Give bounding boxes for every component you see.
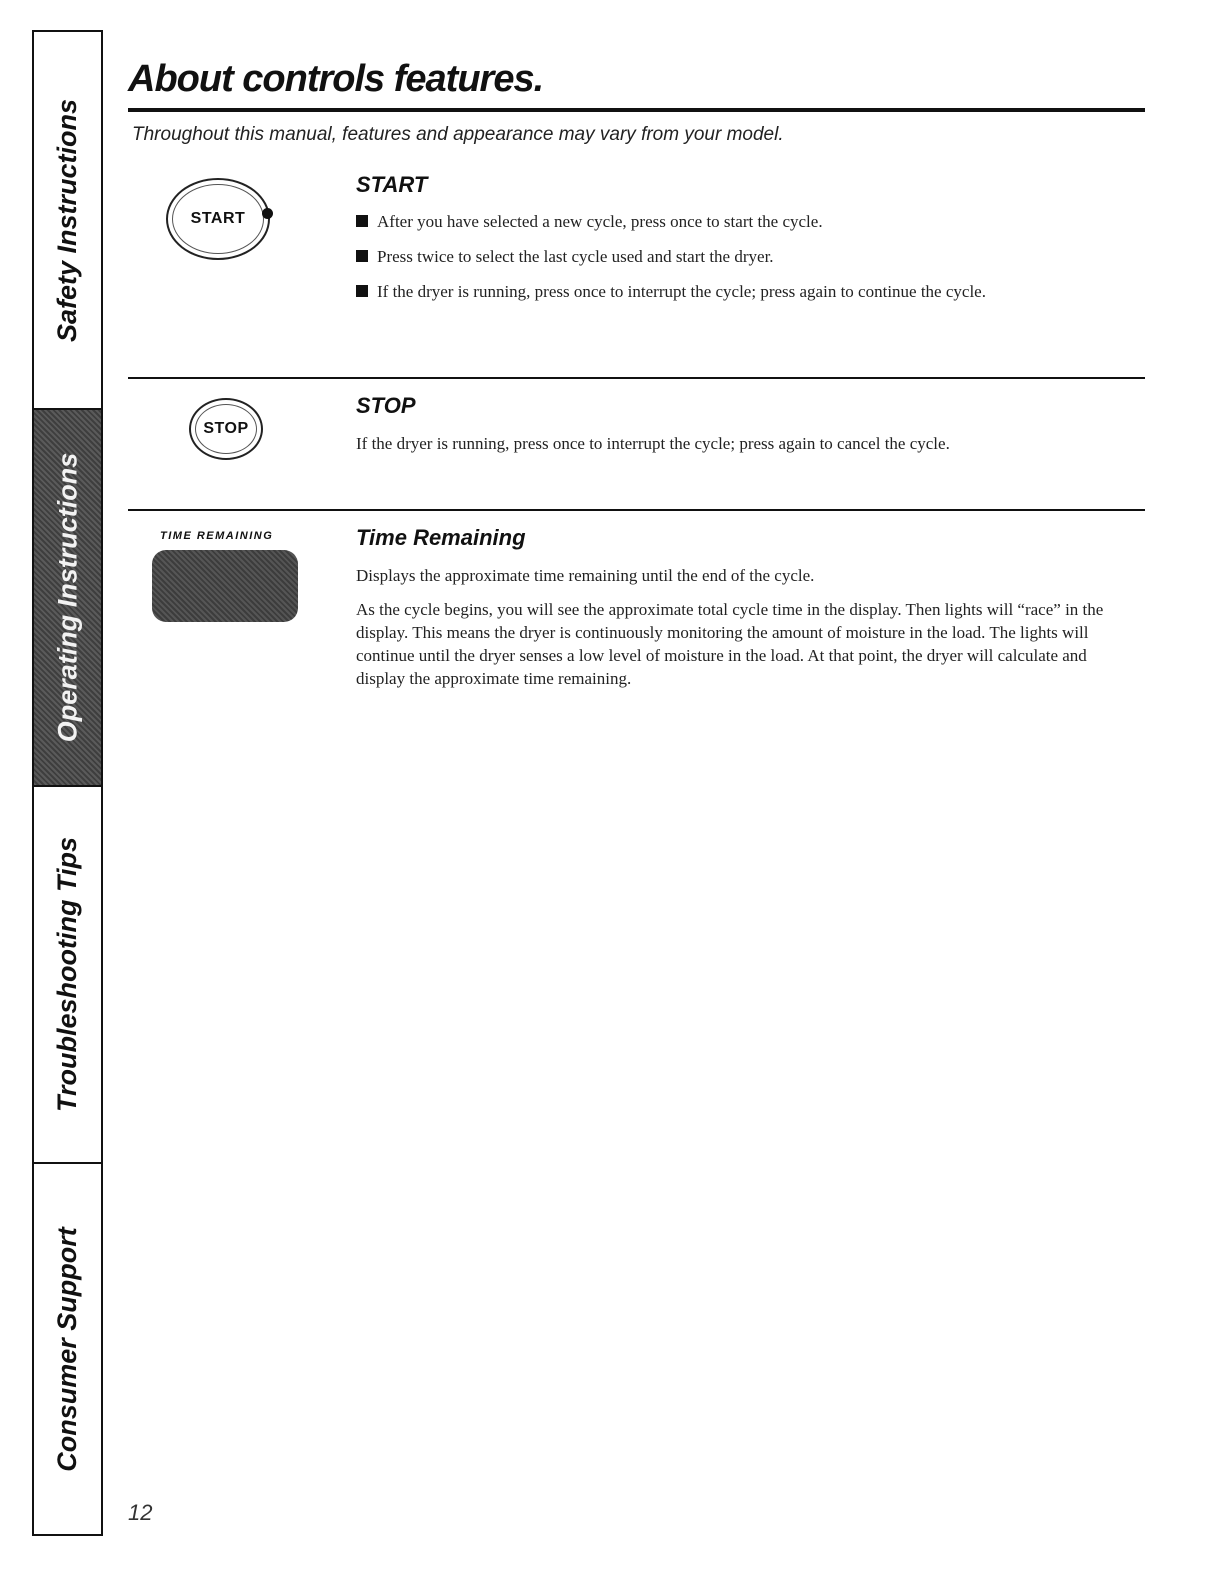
tab-safety-instructions[interactable] [34,32,101,408]
title-divider [128,108,1145,112]
tab-operating-instructions[interactable] [34,408,101,785]
start-button[interactable] [166,178,270,260]
time-remaining-display-label: TIME REMAINING [160,530,274,542]
stop-section-text: If the dryer is running, press once to interrupt the cycle; press again to cancel the cycle. [356,434,950,453]
list-item: If the dryer is running, press once to interrupt the cycle; press again to continue the cycle. [356,280,1126,303]
time-remaining-display [152,550,298,622]
start-button-label: START [190,210,246,227]
start-section-body [356,210,1126,315]
start-indicator-light-icon [262,208,273,219]
paragraph: As the cycle begins, you will see the approximate total cycle time in the display. Then lights will “race” in the display. This means the dryer is continuously monitoring the amount of moisture in the load. The lights will continue until the dryer senses a low level of moisture in the load. At that point, the dryer will calculate and display the approximate time remaining. [356,600,1104,688]
section-divider [128,377,1145,379]
section-tabs [32,30,103,1536]
time-remaining-section-title: Time Remaining [356,525,526,550]
stop-button-label: STOP [203,420,249,437]
paragraph: Displays the approximate time remaining until the end of the cycle. [356,566,815,585]
start-bullet-list [356,210,1126,303]
tab-label: Troubleshooting Tips [52,837,82,1112]
tab-label: Safety Instructions [52,98,82,342]
time-remaining-section-body [356,564,1126,701]
page-number: 12 [128,1500,153,1525]
section-divider [128,509,1145,511]
page-subtitle: Throughout this manual, features and appearance may vary from your model. [132,124,784,145]
list-item: After you have selected a new cycle, press once to start the cycle. [356,210,1126,233]
page-title: About controls features. [128,58,544,100]
tab-consumer-support[interactable] [34,1162,101,1534]
stop-section-title: STOP [356,393,416,418]
list-item: Press twice to select the last cycle used and start the dryer. [356,245,1126,268]
stop-button[interactable] [189,398,263,460]
tab-troubleshooting-tips[interactable] [34,785,101,1162]
start-section-title: START [356,172,428,197]
tab-label: Operating Instructions [52,452,82,743]
tab-label: Consumer Support [52,1226,83,1472]
